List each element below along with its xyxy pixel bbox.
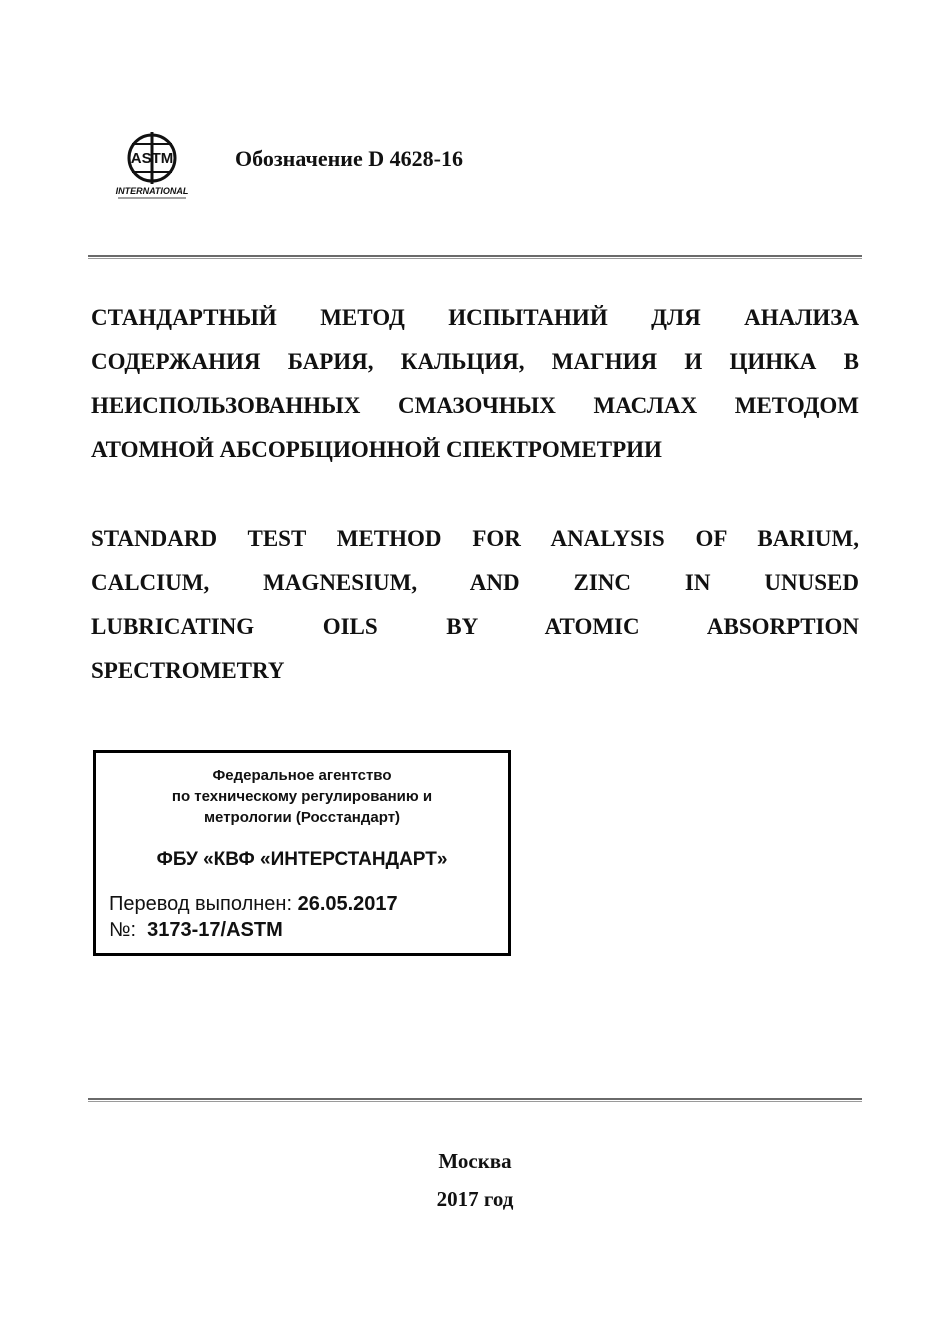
translation-label: Перевод выполнен: [109,893,293,915]
russian-title-line: НЕИСПОЛЬЗОВАННЫХ СМАЗОЧНЫХ МАСЛАХ МЕТОДОМ [91,393,859,418]
english-title [91,517,859,693]
translation-number: 3173-17/ASTM [147,919,283,941]
agency-line: метрологии (Росстандарт) [203,809,401,826]
translation-date: 26.05.2017 [297,893,398,915]
english-title-line: CALCIUM, MAGNESIUM, AND ZINC IN UNUSED [91,570,859,595]
svg-text:ASTM: ASTM [130,150,174,167]
agency-name [96,765,508,828]
english-title-line: LUBRICATING OILS BY ATOMIC ABSORPTION [91,614,859,639]
bottom-divider [88,1098,862,1102]
russian-title-line: СОДЕРЖАНИЯ БАРИЯ, КАЛЬЦИЯ, МАГНИЯ И ЦИНКА В [91,349,859,374]
translation-date-row [109,893,398,916]
russian-title [91,296,859,472]
publication-city: Москва [438,1149,512,1173]
translation-stamp [93,750,511,956]
number-label: №: [109,919,137,941]
svg-text:INTERNATIONAL: INTERNATIONAL [115,186,189,196]
agency-line: Федеральное агентство [212,767,392,784]
russian-title-line: СТАНДАРТНЫЙ МЕТОД ИСПЫТАНИЙ ДЛЯ АНАЛИЗА [91,305,859,330]
astm-logo [110,128,198,200]
top-divider [88,255,862,259]
english-title-line: STANDARD TEST METHOD FOR ANALYSIS OF BARIUM, [91,526,859,551]
english-title-line: SPECTROMETRY [91,658,285,683]
document-designation: Обозначение D 4628-16 [235,146,463,171]
organization-name: ФБУ «КВФ «ИНТЕРСТАНДАРТ» [156,849,448,870]
translation-number-row [109,919,283,942]
agency-line: по техническому регулированию и [171,788,433,805]
russian-title-line: АТОМНОЙ АБСОРБЦИОННОЙ СПЕКТРОМЕТРИИ [91,437,662,462]
publication-year: 2017 год [436,1187,514,1211]
